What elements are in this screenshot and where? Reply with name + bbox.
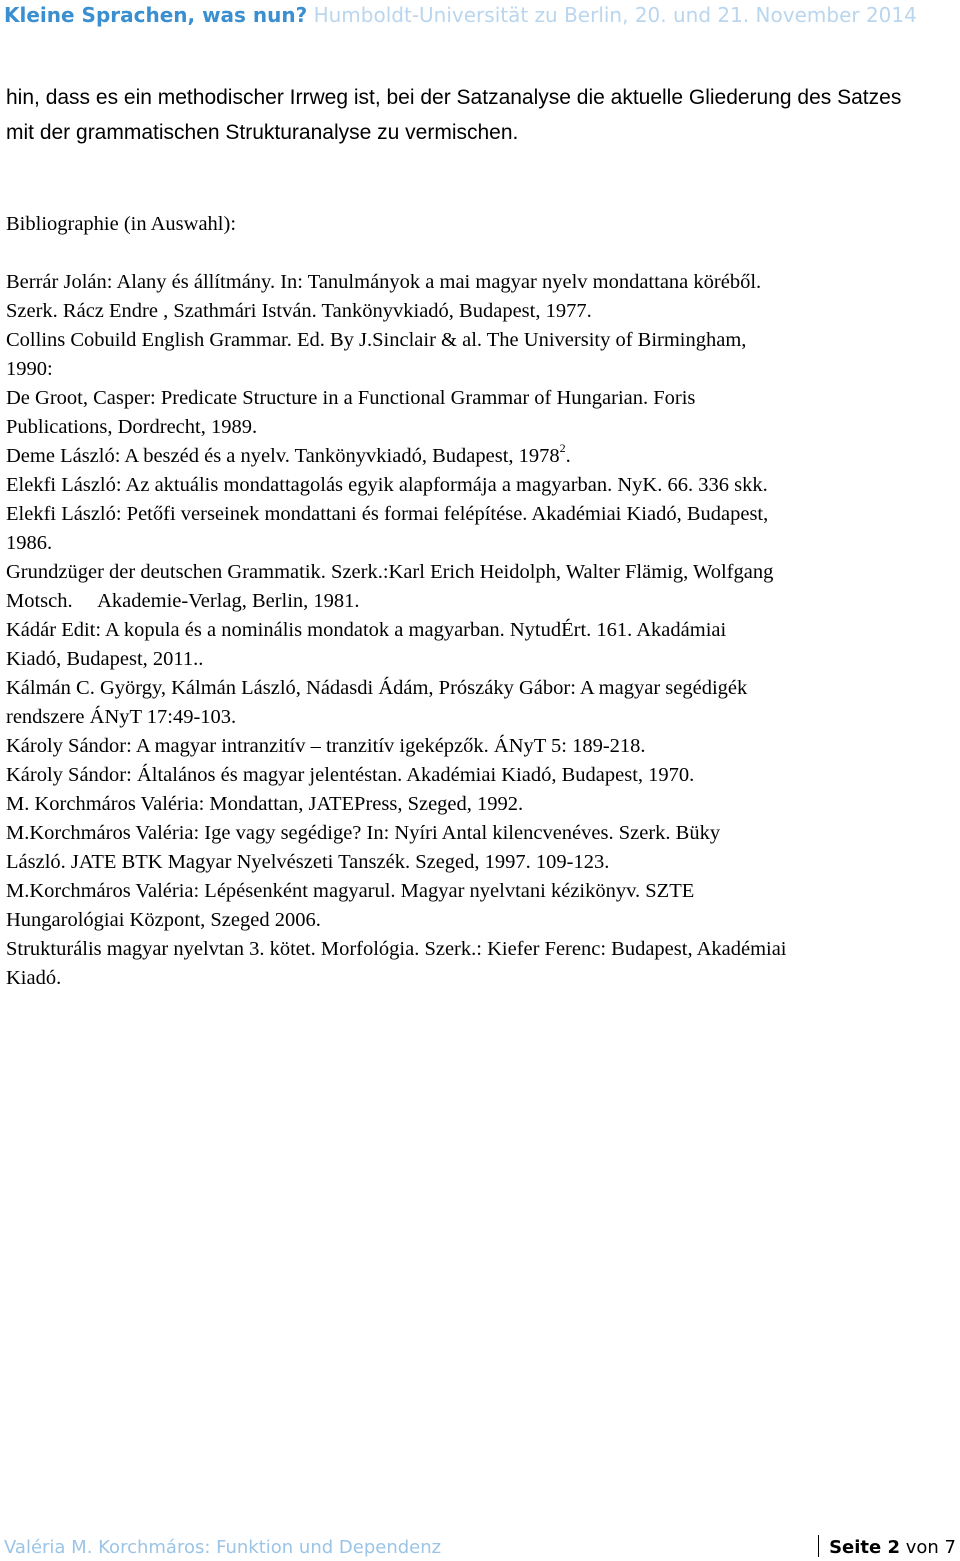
header-conference-title: Kleine Sprachen, was nun?: [4, 3, 308, 27]
page-header: [4, 0, 956, 30]
deme-entry-suffix: .: [565, 445, 571, 467]
bibliography-line: Motsch. Akademie-Verlag, Berlin, 1981.: [6, 590, 360, 612]
bibliography-line: Grundzüger der deutschen Grammatik. Szerk.:Karl Erich Heidolph, Walter Flämig, Wolfgang: [6, 561, 774, 583]
bibliography-line: Szerk. Rácz Endre , Szathmári István. Tankönyvkiadó, Budapest, 1977.: [6, 300, 592, 322]
bibliography-line: 1990:: [6, 358, 53, 380]
page-total: von 7: [905, 1537, 956, 1558]
bibliography-line: Strukturális magyar nyelvtan 3. kötet. Morfológia. Szerk.: Kiefer Ferenc: Budapest, Akadémiai: [6, 938, 787, 960]
bibliography-line: Hungarológiai Központ, Szeged 2006.: [6, 909, 321, 931]
bibliography-line: M.Korchmáros Valéria: Lépésenként magyarul. Magyar nyelvtani kézikönyv. SZTE: [6, 880, 695, 902]
bibliography-line: M.Korchmáros Valéria: Ige vagy segédige? In: Nyíri Antal kilencvenéves. Szerk. Büky: [6, 822, 721, 844]
bibliography-line: Berrár Jolán: Alany és állítmány. In: Tanulmányok a mai magyar nyelv mondattana köréből.: [6, 271, 762, 293]
intro-line: hin, dass es ein methodischer Irrweg ist, bei der Satzanalyse die aktuelle Gliederung des Satzes: [6, 86, 902, 109]
bibliography-line: M. Korchmáros Valéria: Mondattan, JATEPress, Szeged, 1992.: [6, 793, 524, 815]
bibliography-line: Kiadó.: [6, 967, 62, 989]
page-footer: [4, 1535, 956, 1561]
edition-superscript: 2: [559, 441, 566, 456]
bibliography-line: Elekfi László: Az aktuális mondattagolás egyik alapformája a magyarban. NyK. 66. 336 skk.: [6, 474, 768, 496]
page-current: Seite 2: [829, 1537, 901, 1558]
bibliography-line: De Groot, Casper: Predicate Structure in a Functional Grammar of Hungarian. Foris: [6, 387, 696, 409]
bibliography-line: Collins Cobuild English Grammar. Ed. By J.Sinclair & al. The University of Birmingham,: [6, 329, 747, 351]
footer-divider: [818, 1535, 819, 1557]
bibliography-line: rendszere ÁNyT 17:49-103.: [6, 706, 237, 728]
bibliography-line: 1986.: [6, 532, 53, 554]
bibliography-line: Károly Sándor: A magyar intranzitív – tranzitív igeképzők. ÁNyT 5: 189-218.: [6, 735, 646, 757]
bibliography-line: Kádár Edit: A kopula és a nominális mondatok a magyarban. NytudÉrt. 161. Akadámiai: [6, 619, 727, 641]
bibliography-line: Kálmán C. György, Kálmán László, Nádasdi Ádám, Prószáky Gábor: A magyar segédigék: [6, 677, 748, 699]
bibliography-line: Károly Sándor: Általános és magyar jelentéstan. Akadémiai Kiadó, Budapest, 1970.: [6, 764, 695, 786]
intro-paragraph: [6, 80, 956, 150]
bibliography-line: Kiadó, Budapest, 2011..: [6, 648, 204, 670]
bibliography-heading: Bibliographie (in Auswahl):: [6, 213, 237, 235]
bibliography: [6, 210, 956, 993]
page-number: [808, 1535, 956, 1561]
bibliography-line-deme: [6, 442, 956, 471]
intro-line: mit der grammatischen Strukturanalyse zu vermischen.: [6, 121, 519, 144]
deme-entry-text: Deme László: A beszéd és a nyelv. Tankönyvkiadó, Budapest, 1978: [6, 445, 560, 467]
footer-author-title: Valéria M. Korchmáros: Funktion und Dependenz: [4, 1537, 442, 1558]
bibliography-line: Elekfi László: Petőfi verseinek mondattani és formai felépítése. Akadémiai Kiadó, Budapest,: [6, 503, 769, 525]
bibliography-line: László. JATE BTK Magyar Nyelvészeti Tanszék. Szeged, 1997. 109-123.: [6, 851, 610, 873]
bibliography-line: Publications, Dordrecht, 1989.: [6, 416, 258, 438]
header-conference-details: Humboldt-Universität zu Berlin, 20. und 21. November 2014: [313, 3, 917, 27]
